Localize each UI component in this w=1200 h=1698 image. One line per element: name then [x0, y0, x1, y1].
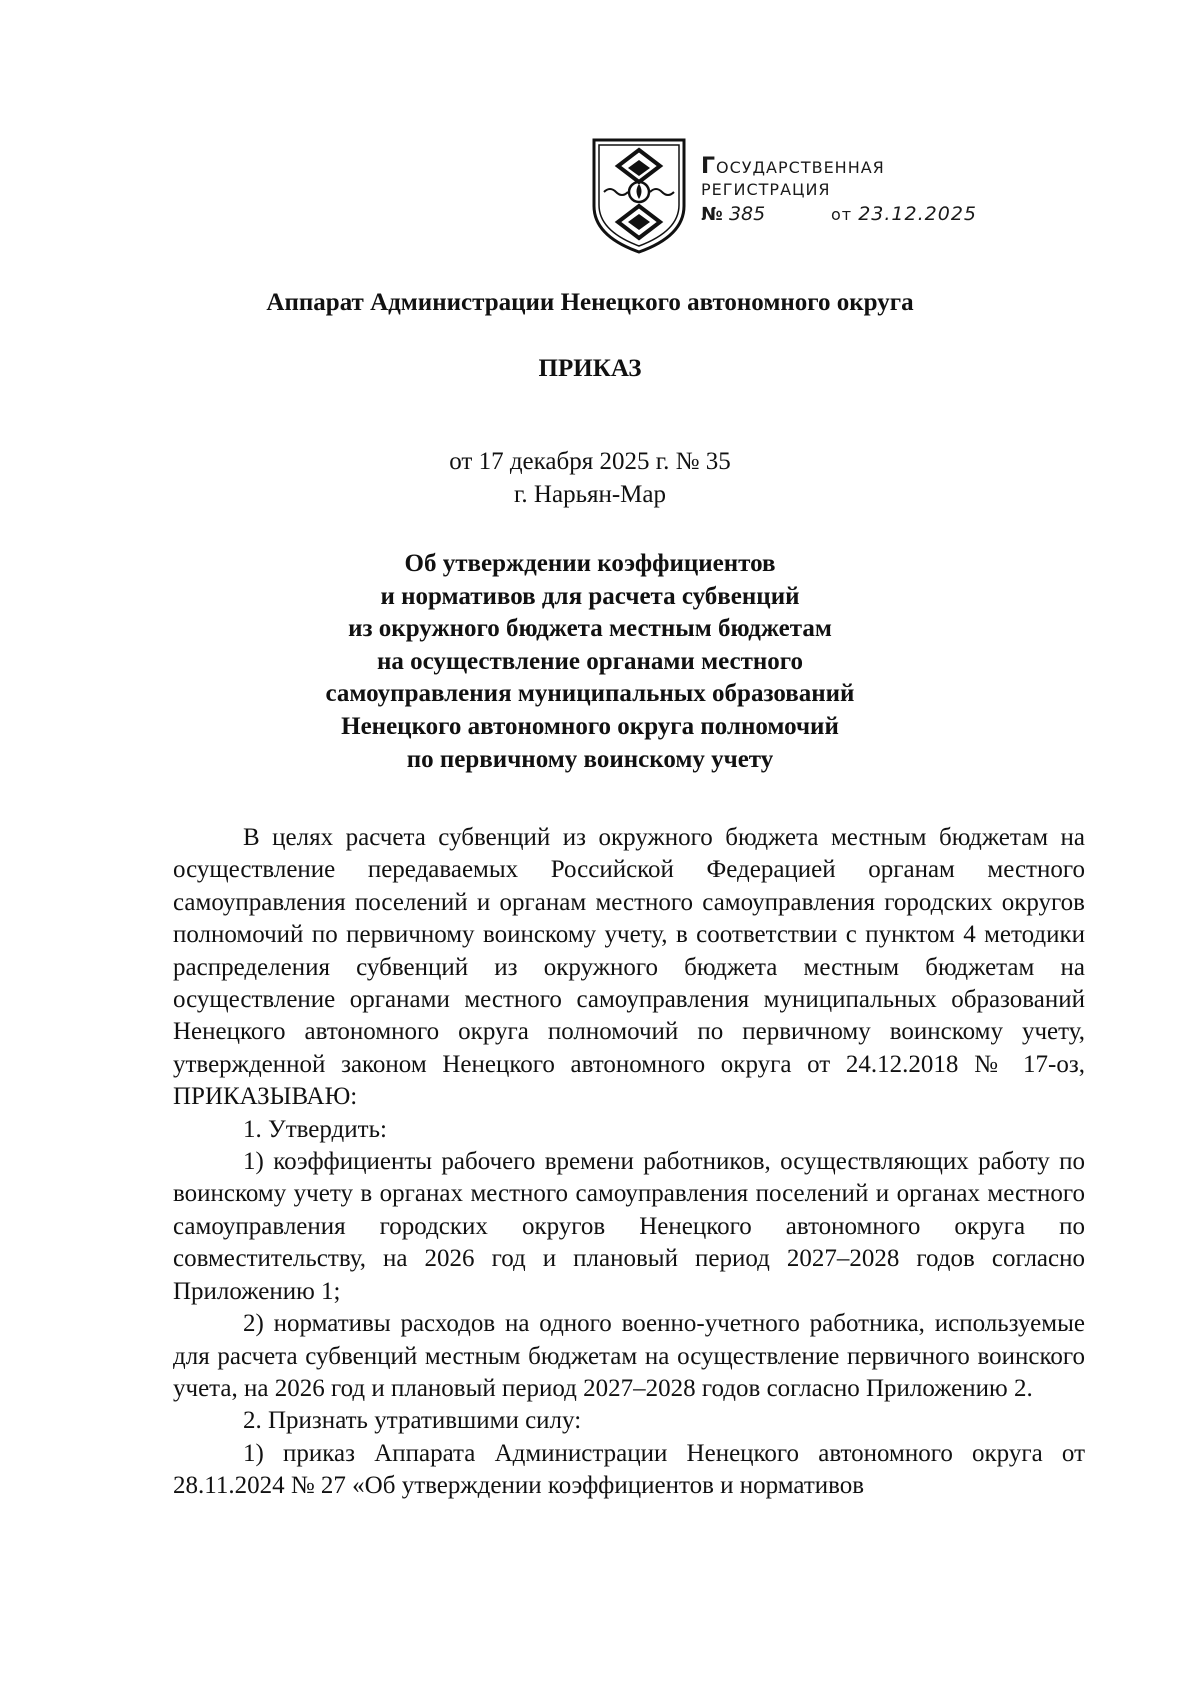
document-place: г. Нарьян-Мар: [513, 481, 666, 508]
registration-row: [701, 201, 977, 225]
subject-line: на осуществление органами местного: [376, 647, 804, 675]
stamp-line-2: РЕГИСТРАЦИЯ: [701, 180, 831, 199]
number-prefix: №: [701, 204, 723, 225]
organization-title: Аппарат Администрации Ненецкого автономного округа: [266, 289, 914, 316]
clause-1-item-1: 1) коэффициенты рабочего времени работников, осуществляющих работу по воинскому учету в органах местного самоуправления поселений и органах местного самоуправления городских округов Ненецкого автономного округа по совместительству, на 2026 год и плановый период 2027–2028 годов согласно Приложению 1;: [173, 1148, 1085, 1305]
document-body: [173, 822, 1085, 1503]
clause-1: 1. Утвердить:: [243, 1115, 387, 1143]
stamp-line-1: ГОСУДАРСТВЕННАЯ: [701, 154, 885, 179]
subject-line: Ненецкого автономного округа полномочий: [341, 712, 839, 740]
subject-line: по первичному воинскому учету: [406, 745, 774, 773]
clause-2: 2. Признать утратившими силу:: [243, 1407, 582, 1435]
intro-paragraph: В целях расчета субвенций из окружного бюджета местным бюджетам на осуществление передаваемых Российской Федерацией органам местного самоуправления поселений и органам местного самоуправления городских округов полномочий по первичному воинскому учету, в соответствии с пунктом 4 методики распределения субвенций из окружного бюджета местным бюджетам на осуществление органами местного самоуправления муниципальных образований Ненецкого автономного округа полномочий по первичному воинскому учету, утвержденной законом Ненецкого автономного округа от 24.12.2018 № 17-оз, ПРИКАЗЫВАЮ:: [173, 824, 1085, 1111]
document-type: ПРИКАЗ: [538, 355, 642, 382]
handwritten-date: 23.12.2025: [858, 203, 977, 225]
registration-date: [831, 203, 977, 225]
date-prefix: от: [831, 205, 853, 224]
document-subject: [200, 548, 980, 776]
stamp-text: [701, 154, 977, 225]
subject-line: Об утверждении коэффициентов: [404, 550, 776, 577]
subject-line: и нормативов для расчета субвенций: [380, 582, 800, 610]
nenets-coat-of-arms-icon: [590, 136, 688, 256]
clause-2-item-1: 1) приказ Аппарата Администрации Ненецкого автономного округа от 28.11.2024 № 27 «Об утверждении коэффициентов и нормативов: [173, 1439, 1085, 1500]
subject-line: из окружного бюджета местным бюджетам: [348, 615, 832, 643]
handwritten-number: 385: [728, 203, 766, 225]
subject-line: самоуправления муниципальных образований: [325, 680, 855, 708]
registration-stamp: [590, 136, 990, 256]
registration-number: [701, 203, 765, 225]
clause-1-item-2: 2) нормативы расходов на одного военно-учетного работника, используемые для расчета субвенций местным бюджетам на осуществление первичного воинского учета, на 2026 год и плановый период 2027–2028 годов согласно Приложению 2.: [173, 1310, 1085, 1402]
document-date-number: от 17 декабря 2025 г. № 35: [449, 448, 731, 475]
